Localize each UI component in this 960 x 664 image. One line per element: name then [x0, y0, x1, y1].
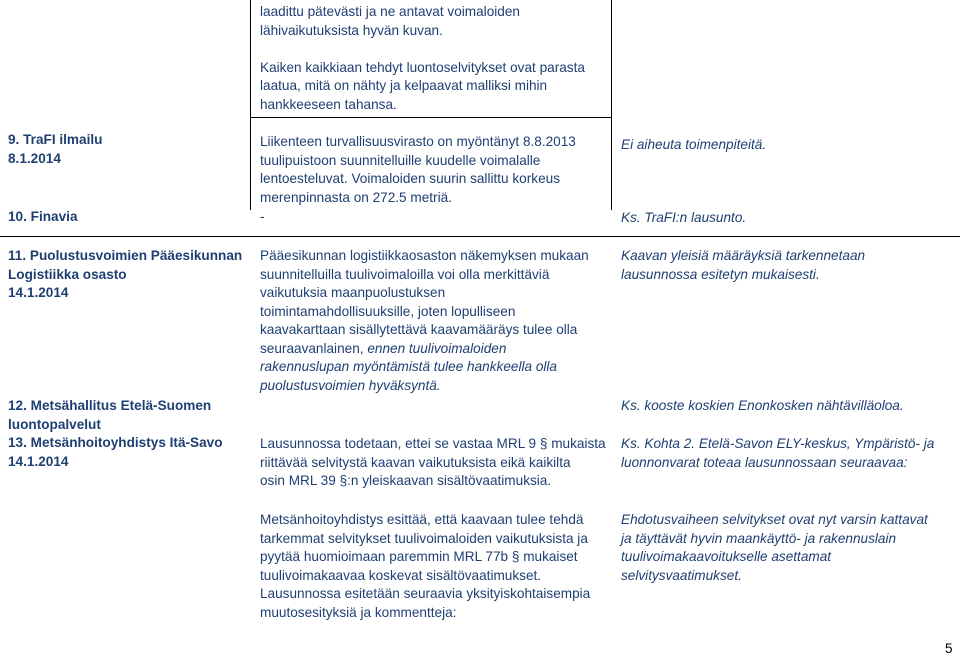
text-line: selvitysvaatimukset. — [621, 567, 742, 583]
text-line: muutosesityksiä ja kommentteja: — [260, 604, 457, 620]
text-line: Pääesikunnan logistiikkaosaston näkemyksen mukaan — [260, 248, 589, 263]
row-date: 14.1.2014 — [8, 285, 69, 300]
text-line: hankkeeseen tahansa. — [260, 96, 397, 112]
text-line: pyytää huomioimaan paremmin MRL 77b § mukaiset — [260, 549, 578, 564]
row12-name — [8, 397, 240, 434]
row10-response — [621, 209, 951, 228]
text-line: Metsänhoitoyhdistys esittää, että kaavaan tulee tehdä — [260, 512, 584, 527]
row-title: 12. Metsähallitus Etelä-Suomen — [8, 398, 212, 413]
grid-hline-top-row — [250, 117, 611, 118]
text-line: lähivaikutuksista hyvän kuvan. — [260, 22, 443, 38]
italic-text: puolustusvoimien hyväksyntä. — [260, 377, 441, 393]
row-title: 11. Puolustusvoimien Pääesikunnan — [8, 248, 243, 263]
row10-name — [8, 208, 240, 227]
text-line: tuulivoimakaavaa koskevat sisältövaatimukset. — [260, 567, 542, 583]
text-line: Lausunnossa todetaan, ettei se vastaa MRL 9 § mukaista — [260, 436, 606, 451]
row9-statement — [260, 133, 610, 207]
row11-name — [8, 247, 243, 303]
italic-text: ennen tuulivoimaloiden — [367, 340, 507, 356]
row-date: 14.1.2014 — [8, 453, 69, 469]
text-line: suunnitelluilla tuulivoimaloilla voi olla merkittäviä — [260, 266, 550, 282]
row-title: 9. TraFI ilmailu — [8, 132, 103, 147]
row13-response-2 — [621, 511, 951, 585]
text-line: tuulipuistoon suunnitelluille kuudelle voimalalle — [260, 152, 541, 168]
row11-statement — [260, 247, 610, 395]
text-line: - — [260, 209, 265, 224]
text-line: Ks. kooste koskien Enonkosken nähtävilläoloa. — [621, 398, 904, 413]
text-line: Ks. TraFI:n lausunto. — [621, 210, 747, 225]
text-line: Ehdotusvaiheen selvitykset ovat nyt varsin kattavat — [621, 512, 928, 527]
text-line: tuulivoimakaavoitukselle asettamat — [621, 549, 832, 564]
grid-vline-right — [611, 0, 612, 210]
row13-statement-2 — [260, 511, 610, 622]
text-line: riittävää selvitystä kaavan vaikutuksista eikä kaikilta — [260, 454, 571, 470]
text-line: seuraavanlainen, — [260, 340, 364, 356]
row9-name — [8, 131, 240, 168]
text-line: merenpinnasta on 272.5 metriä. — [260, 189, 452, 205]
row13-response — [621, 435, 951, 472]
text-line: luonnonvarat toteaa lausunnossaan seuraavaa: — [621, 454, 908, 470]
row-date: 8.1.2014 — [8, 150, 61, 166]
text-line: ja täyttävät hyvin maankäyttö- ja rakennuslain — [621, 530, 897, 546]
row13-name — [8, 434, 240, 471]
text-line: lentoesteluvat. Voimaloiden suurin sallittu korkeus — [260, 171, 560, 186]
row-title: 10. Finavia — [8, 209, 78, 224]
text-line: tarkemmat selvitykset tuulivoimaloiden vaikutuksista ja — [260, 530, 588, 546]
row9-response — [621, 136, 951, 155]
text-line: laadittu pätevästi ja ne antavat voimaloiden — [260, 4, 520, 19]
row13-statement — [260, 435, 610, 491]
row-title: Logistiikka osasto — [8, 266, 127, 282]
text-line: Ks. Kohta 2. Etelä-Savon ELY-keskus, Ympäristö- ja — [621, 436, 935, 451]
text-line: toimintamahdollisuuksille, joten lopulliseen — [260, 303, 516, 319]
text-line: Kaiken kaikkiaan tehdyt luontoselvitykset ovat parasta — [260, 59, 585, 75]
row10-statement — [260, 208, 610, 227]
row11-response — [621, 247, 951, 284]
text-line: lausunnossa esitetyn mukaisesti. — [621, 266, 820, 282]
text-line: vaikutuksia maanpuolustuksen — [260, 285, 446, 300]
grid-hline-row10 — [0, 236, 960, 237]
text-line: Liikenteen turvallisuusvirasto on myöntänyt 8.8.2013 — [260, 134, 576, 149]
text-line: Kaavan yleisiä määräyksiä tarkennetaan — [621, 248, 866, 263]
text-line: laatua, mitä on nähty ja kelpaavat malliksi mihin — [260, 78, 548, 93]
italic-text: rakennuslupan myöntämistä tulee hankkeella olla — [260, 359, 557, 374]
top-block-text — [260, 3, 610, 114]
row-title: 13. Metsänhoitoyhdistys Itä-Savo — [8, 435, 223, 450]
row-title: luontopalvelut — [8, 416, 101, 432]
text-line: Ei aiheuta toimenpiteitä. — [621, 137, 767, 152]
text-line: kaavakarttaan sisällytettävä kaavamääräys tulee olla — [260, 322, 578, 337]
text-line: osin MRL 39 §:n yleiskaavan sisältövaatimuksia. — [260, 473, 552, 488]
text-line: Lausunnossa esitetään seuraavia yksityiskohtaisempia — [260, 586, 591, 601]
grid-vline-left — [250, 0, 251, 210]
page-number: 5 — [945, 641, 953, 656]
row12-response — [621, 397, 951, 416]
